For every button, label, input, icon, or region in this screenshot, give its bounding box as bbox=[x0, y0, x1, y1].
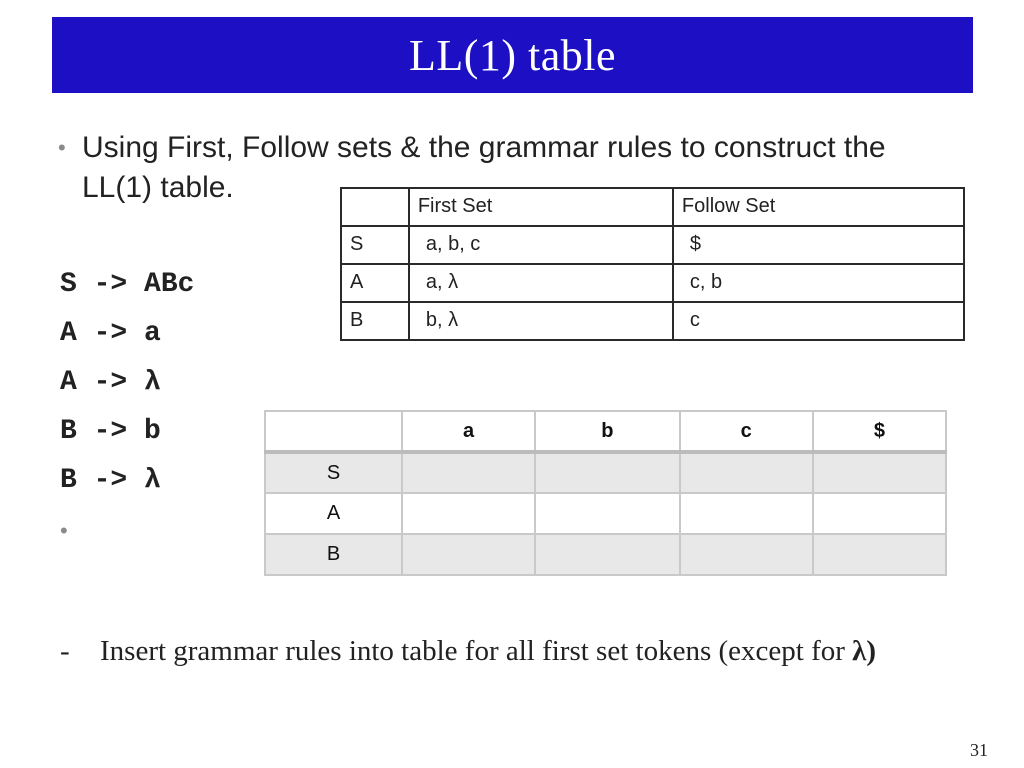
first-set-value: a, λ bbox=[409, 264, 673, 302]
ll1-parse-table bbox=[264, 410, 947, 576]
bullet-dot: • bbox=[58, 135, 66, 160]
table-header-corner bbox=[265, 411, 402, 452]
table-row bbox=[341, 226, 964, 264]
empty-bullet: • bbox=[60, 518, 68, 543]
table-cell bbox=[813, 534, 946, 575]
table-cell bbox=[402, 493, 535, 534]
note-text-wrapper bbox=[100, 632, 970, 670]
table-header-corner bbox=[341, 188, 409, 226]
table-header-terminal: c bbox=[680, 411, 813, 452]
grammar-rule: A -> a bbox=[60, 318, 161, 349]
table-cell bbox=[402, 452, 535, 493]
table-cell bbox=[680, 452, 813, 493]
follow-set-value: c, b bbox=[673, 264, 964, 302]
table-header-first-set: First Set bbox=[409, 188, 673, 226]
first-follow-table bbox=[340, 187, 965, 341]
table-cell bbox=[535, 493, 679, 534]
grammar-rules bbox=[60, 264, 194, 509]
table-row bbox=[341, 264, 964, 302]
table-header-terminal: a bbox=[402, 411, 535, 452]
table-row bbox=[265, 493, 946, 534]
slide-title: LL(1) table bbox=[408, 30, 617, 80]
table-row bbox=[265, 534, 946, 575]
grammar-rule: B -> λ bbox=[60, 465, 161, 496]
table-header-terminal: b bbox=[535, 411, 679, 452]
intro-text: Using First, Follow sets & the grammar rules to construct the LL(1) table. bbox=[82, 131, 886, 204]
title-bar bbox=[52, 17, 973, 93]
table-cell bbox=[813, 452, 946, 493]
table-cell bbox=[813, 493, 946, 534]
table-cell bbox=[680, 534, 813, 575]
table-header-row bbox=[341, 188, 964, 226]
nonterminal-cell: A bbox=[265, 493, 402, 534]
grammar-rule: B -> b bbox=[60, 416, 161, 447]
first-set-value: a, b, c bbox=[409, 226, 673, 264]
follow-set-value: $ bbox=[673, 226, 964, 264]
follow-set-value: c bbox=[673, 302, 964, 340]
row-symbol: A bbox=[341, 264, 409, 302]
note-text: Insert grammar rules into table for all first set tokens (except for bbox=[100, 635, 853, 667]
row-symbol: B bbox=[341, 302, 409, 340]
nonterminal-cell: S bbox=[265, 452, 402, 493]
note-lambda: λ) bbox=[852, 635, 877, 667]
row-symbol: S bbox=[341, 226, 409, 264]
table-header-row bbox=[265, 411, 946, 452]
nonterminal-cell: B bbox=[265, 534, 402, 575]
grammar-rule: S -> ABc bbox=[60, 269, 195, 300]
table-header-follow-set: Follow Set bbox=[673, 188, 964, 226]
table-cell bbox=[402, 534, 535, 575]
table-cell bbox=[535, 452, 679, 493]
table-cell bbox=[680, 493, 813, 534]
grammar-rule: A -> λ bbox=[60, 367, 161, 398]
note-dash: - bbox=[60, 635, 70, 667]
table-row bbox=[265, 452, 946, 493]
first-set-value: b, λ bbox=[409, 302, 673, 340]
table-cell bbox=[535, 534, 679, 575]
table-row bbox=[341, 302, 964, 340]
page-number: 31 bbox=[970, 740, 988, 760]
table-header-terminal: $ bbox=[813, 411, 946, 452]
